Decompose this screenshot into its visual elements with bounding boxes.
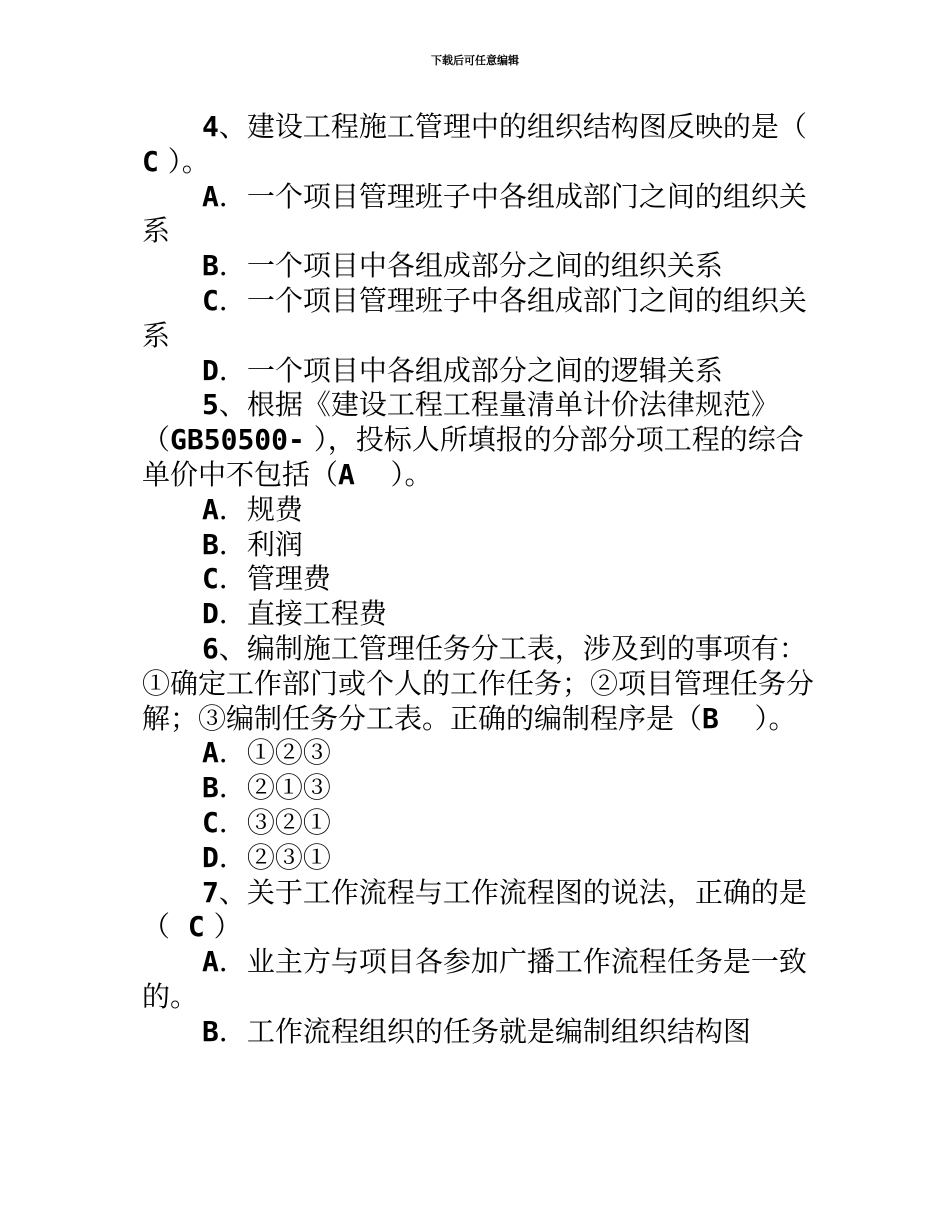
option-text: ．管理费 xyxy=(218,562,331,596)
question-text-end: ）。 xyxy=(167,144,210,178)
header-text: 下载后可任意编辑 xyxy=(431,54,519,67)
option-text: ．利润 xyxy=(218,527,303,561)
option-text: ．③②① xyxy=(218,805,331,839)
option-letter: A xyxy=(202,492,219,526)
option-letter: C xyxy=(202,283,219,317)
document-body xyxy=(142,110,814,1050)
option-letter: A xyxy=(202,179,219,213)
question-5-stem xyxy=(142,388,814,492)
option-text: ．①②③ xyxy=(218,736,331,770)
question-number: 6 xyxy=(202,631,219,665)
question-text: 、建设工程施工管理中的组织结构图反映的是（ xyxy=(218,110,807,143)
question-6-option-a xyxy=(142,736,814,771)
answer-mark: A xyxy=(338,457,355,491)
question-7-option-b xyxy=(142,1015,814,1050)
answer-mark: B xyxy=(702,701,719,735)
option-letter: C xyxy=(202,562,219,596)
option-letter: B xyxy=(202,771,219,805)
question-text-end: ）。 xyxy=(754,701,797,735)
option-letter: D xyxy=(202,597,219,631)
option-letter: C xyxy=(202,805,219,839)
question-4-option-b xyxy=(142,249,814,284)
option-letter: D xyxy=(202,840,219,874)
question-number: 4 xyxy=(202,110,219,143)
option-text: ．一个项目中各组成部分之间的组织关系 xyxy=(218,249,723,283)
question-text: 、编制施工管理任务分工表，涉及到的事项有：①确定工作部门或个人的工作任务；②项目管理任务分解；③编制任务分工表。正确的编制程序是（ xyxy=(142,631,815,735)
question-4-option-c xyxy=(142,284,814,354)
option-letter: B xyxy=(202,249,219,283)
question-4-option-a xyxy=(142,180,814,250)
question-7-stem xyxy=(142,876,814,946)
question-5-option-a xyxy=(142,493,814,528)
answer-mark: C xyxy=(187,910,205,944)
question-number: 7 xyxy=(202,875,219,909)
question-text-mid: ），投标人所填报的分部分项工程的综合单价中不包括（ xyxy=(142,423,804,491)
option-letter: A xyxy=(202,945,219,979)
option-letter: A xyxy=(202,736,219,770)
option-text: ．规费 xyxy=(218,492,303,526)
question-text: 、根据《建设工程工程量清单计价法律规范》（ xyxy=(142,388,779,457)
question-text: 、关于工作流程与工作流程图的说法，正确的是（ xyxy=(142,875,807,944)
question-text-end: ）。 xyxy=(390,457,433,491)
option-text: ．直接工程费 xyxy=(218,597,387,631)
question-5-option-d xyxy=(142,597,814,632)
option-text: ．工作流程组织的任务就是编制组织结构图 xyxy=(218,1014,751,1048)
question-7-option-a xyxy=(142,945,814,1015)
standard-code: GB50500- xyxy=(170,423,305,457)
option-text: ．②①③ xyxy=(218,771,331,805)
question-6-option-d xyxy=(142,841,814,876)
option-text: ．一个项目管理班子中各组成部门之间的组织关系 xyxy=(142,283,807,352)
option-text: ．一个项目中各组成部分之间的逻辑关系 xyxy=(218,353,723,387)
option-letter: D xyxy=(202,353,219,387)
question-5-option-b xyxy=(142,528,814,563)
option-text: ．一个项目管理班子中各组成部门之间的组织关系 xyxy=(142,179,807,248)
question-4-stem xyxy=(142,110,814,180)
question-number: 5 xyxy=(202,388,219,422)
question-4-option-d xyxy=(142,354,814,389)
question-5-option-c xyxy=(142,562,814,597)
answer-mark: C xyxy=(142,144,159,178)
option-letter: B xyxy=(202,1014,219,1048)
option-text: ．②③① xyxy=(218,840,331,874)
question-6-option-b xyxy=(142,771,814,806)
question-text-end: ） xyxy=(213,910,242,944)
question-6-option-c xyxy=(142,806,814,841)
question-6-stem xyxy=(142,632,814,736)
option-letter: B xyxy=(202,527,219,561)
option-text: ．业主方与项目各参加广播工作流程任务是一致的。 xyxy=(142,945,807,1013)
page-header xyxy=(0,54,950,68)
